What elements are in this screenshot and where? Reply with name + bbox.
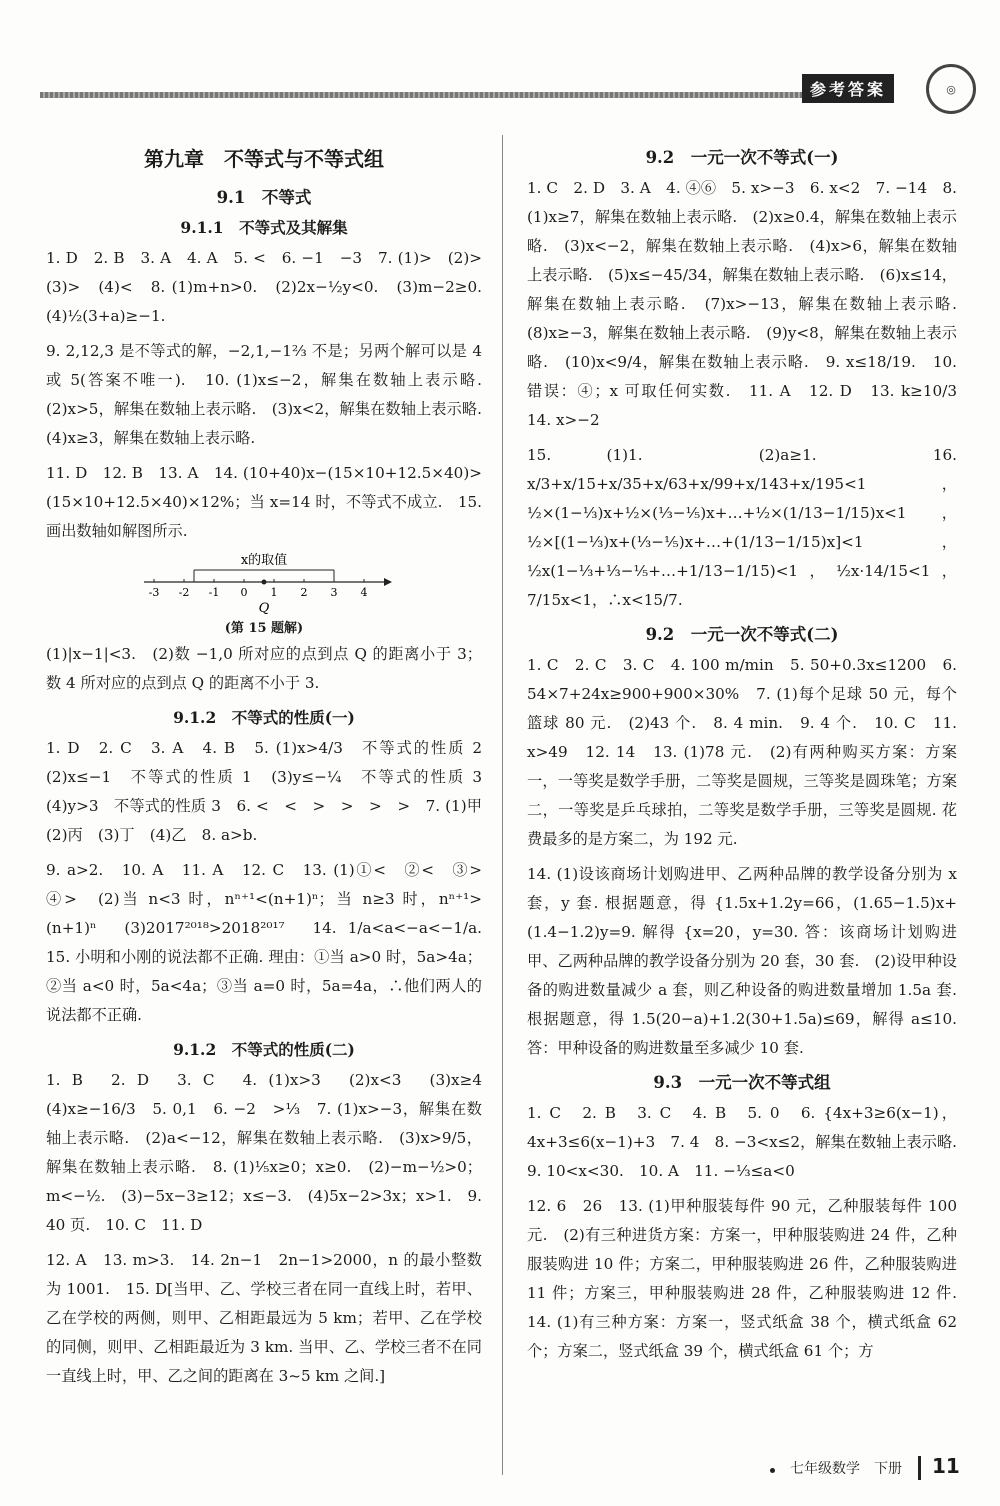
number-line-tick-label: 4 [360, 586, 368, 599]
section-9-1-1-title: 9.1.1 不等式及其解集 [180, 218, 348, 237]
page-number: 11 [932, 1454, 960, 1478]
answers-9-1-1-part4: (1)|x−1|<3. (2)数 −1,0 所对应的点到点 Q 的距离小于 3；数 4 所对应的点到点 Q 的距离不小于 3. [46, 645, 482, 692]
answers-9-3-part1: 1. C 2. B 3. C 4. B 5. 0 6. {4x+3≥6(x−1)，4x+3≤6(x−1)+3 7. 4 8. −3<x≤2，解集在数轴上表示略. 9. 10<x<30. 10. A 11. −⅓≤a<0 [527, 1104, 973, 1180]
left-column [46, 140, 498, 1397]
column-divider [502, 135, 503, 1475]
answers-9-1-2b-part1: 1. B 2. D 3. C 4. (1)x>3 (2)x<3 (3)x≥4 (4)x≥−16/3 5. 0,1 6. −2 >⅓ 7. (1)x>−3，解集在数轴上表示略. (2)a<−12，解集在数轴上表示略. (3)x>9/5，解集在数轴上表示略. 8. (1)⅕x≥0；x≥0. (2)−m−½>0；m<−½. (3)−5x−3≥12；x≤−3. (4)5x−2>3x；x>1. 9. 40 页. 10. C 11. D [46, 1071, 498, 1234]
number-line-tick-label: -2 [178, 586, 190, 599]
answers-9-2a-part2: 15. (1)1. (2)a≥1. 16. x/3+x/15+x/35+x/63+x/99+x/143+x/195<1，½×(1−⅓)x+½×(⅓−⅕)x+…+½×(1/13−1/15)x<1，½×[(1−⅓)x+(⅓−⅕)x+…+(1/13−1/15)x]<1，½x(1−⅓+⅓−⅕+…+1/13−1/15)<1，½x·14/15<1，7/15x<1，∴x<15/7. [527, 446, 957, 609]
number-line-tick-label: 1 [270, 586, 278, 599]
header-rule [40, 92, 802, 98]
footer-dot [770, 1468, 775, 1473]
answers-9-1-1-part2: 9. 2,12,3 是不等式的解，−2,1,−1⅔ 不是；另两个解可以是 4 或 5(答案不唯一). 10. (1)x≤−2，解集在数轴上表示略. (2)x>5，解集在数轴上表示略. (3)x<2，解集在数轴上表示略. (4)x≥3，解集在数轴上表示略. [46, 342, 498, 447]
number-line-figure [134, 552, 394, 616]
footer-book-title: 七年级数学 下册 [790, 1461, 902, 1477]
number-line-tick-label: 0 [240, 586, 248, 599]
figure-caption: (第 15 题解) [224, 621, 304, 636]
answers-9-2b-part1: 1. C 2. C 3. C 4. 100 m/min 5. 50+0.3x≤1200 6. 54×7+24x≥900+900×30% 7. (1)每个足球 50 元，每个篮球 80 元. (2)43 个. 8. 4 min. 9. 4 个. 10. C 11. x>49 12. 14 13. (1)78 元. (2)有两种购买方案：方案一，一等奖是数学手册，二等奖是圆规，三等奖是圆珠笔；方案二，一等奖是乒乓球拍，二等奖是数学手册，三等奖是圆规. 花费最多的是方案二，为 192 元. [527, 656, 957, 848]
answers-9-1-1-part3: 11. D 12. B 13. A 14. (10+40)x−(15×10+12.5×40)>(15×10+12.5×40)×12%；当 x=14 时，不等式不成立. 15. 画出数轴如解图所示. [46, 464, 482, 540]
header-logo: ◎ [926, 64, 976, 114]
answers-9-2a-part1: 1. C 2. D 3. A 4. ④⑥ 5. x>−3 6. x<2 7. −14 8. (1)x≥7，解集在数轴上表示略. (2)x≥0.4，解集在数轴上表示略. (3)x<−2，解集在数轴上表示略. (4)x>6，解集在数轴上表示略. (5)x≤−45/34，解集在数轴上表示略. (6)x≤14，解集在数轴上表示略. (7)x>−13，解集在数轴上表示略. (8)x≥−3，解集在数轴上表示略. (9)y<8，解集在数轴上表示略. (10)x<9/4，解集在数轴上表示略. 9. x≤18/19. 10. 错误：④；x 可取任何实数. 11. A 12. D 13. k≥10/3 14. x>−2 [527, 179, 973, 429]
right-column [527, 140, 973, 1372]
number-line-tick-label: -1 [208, 586, 220, 599]
point-q-label: Q [258, 601, 270, 616]
answers-9-3-part2: 12. 6 26 13. (1)甲种服装每件 90 元，乙种服装每件 100 元. (2)有三种进货方案：方案一，甲种服装购进 24 件，乙种服装购进 10 件；方案二，甲种服装购进 26 件，乙种服装购进 11 件；方案三，甲种服装购进 28 件，乙种服装购进 12 件. 14. (1)有三种方案：方案一，竖式纸盒 38 个，横式纸盒 62 个；方案二，竖式纸盒 39 个，横式纸盒 61 个；方 [527, 1197, 973, 1360]
section-9-2b-title: 9.2 一元一次不等式(二) [645, 625, 839, 644]
point-q-dot [262, 580, 267, 585]
number-line-tick-label: -3 [148, 586, 160, 599]
section-9-1-2a-title: 9.1.2 不等式的性质(一) [173, 708, 355, 727]
section-9-1-title: 9.1 不等式 [216, 188, 312, 207]
answers-9-1-2b-part2: 12. A 13. m>3. 14. 2n−1 2n−1>2000，n 的最小整数为 1001. 15. D[当甲、乙、学校三者在同一直线上时，若甲、乙在学校的两侧，则甲、乙相距最远为 5 km；若甲、乙在学校的同侧，则甲、乙相距最近为 3 km. 当甲、乙、学校三者不在同一直线上时，甲、乙之间的距离在 3~5 km 之间.] [46, 1251, 482, 1385]
answers-9-2b-part2: 14. (1)设该商场计划购进甲、乙两种品牌的教学设备分别为 x 套，y 套. 根据题意，得 {1.5x+1.2y=66，(1.65−1.5)x+(1.4−1.2)y=9. 解得 {x=20，y=30. 答：该商场计划购进甲、乙两种品牌的教学设备分别为 20 套，30 套. (2)设甲种设备的购进数量减少 a 套，则乙种设备的购进数量增加 1.5a 套. 根据题意，得 1.5(20−a)+1.2(30+1.5a)≤69，解得 a≤10. 答：甲种设备的购进数量至多减少 10 套. [527, 865, 957, 1057]
number-line-title: x的取值 [240, 553, 288, 568]
section-9-2a-title: 9.2 一元一次不等式(一) [645, 148, 839, 167]
section-9-3-title: 9.3 一元一次不等式组 [653, 1073, 831, 1092]
footer-bar [918, 1456, 921, 1480]
answers-9-1-2a-part1: 1. D 2. C 3. A 4. B 5. (1)x>4/3 不等式的性质 2 (2)x≤−1 不等式的性质 1 (3)y≤−¼ 不等式的性质 3 (4)y>3 不等式的性质 3 6. < < > > > > 7. (1)甲 (2)丙 (3)丁 (4)乙 8. a>b. [46, 739, 498, 844]
number-line-arrow [384, 578, 392, 586]
answers-9-1-1-part1: 1. D 2. B 3. A 4. A 5. < 6. −1 −3 7. (1)> (2)> (3)> (4)< 8. (1)m+n>0. (2)2x−½y<0. (3)m−2≥0. (4)½(3+a)≥−1. [46, 249, 498, 325]
chapter-title: 第九章 不等式与不等式组 [144, 147, 384, 171]
section-9-1-2b-title: 9.1.2 不等式的性质(二) [173, 1040, 355, 1059]
header-label: 参考答案 [802, 74, 894, 103]
number-line-tick-label: 3 [330, 586, 338, 599]
answers-9-1-2a-part2: 9. a>2. 10. A 11. A 12. C 13. (1)①< ②< ③> ④> (2)当 n<3 时，nⁿ⁺¹<(n+1)ⁿ；当 n≥3 时，nⁿ⁺¹>(n+1)ⁿ (3)2017²⁰¹⁸>2018²⁰¹⁷ 14. 1/a<a<−a<−1/a. 15. 小明和小刚的说法都不正确. 理由：①当 a>0 时，5a>4a；②当 a<0 时，5a<4a；③当 a=0 时，5a=4a，∴他们两人的说法都不正确. [46, 861, 498, 1024]
number-line-tick-label: 2 [300, 586, 308, 599]
